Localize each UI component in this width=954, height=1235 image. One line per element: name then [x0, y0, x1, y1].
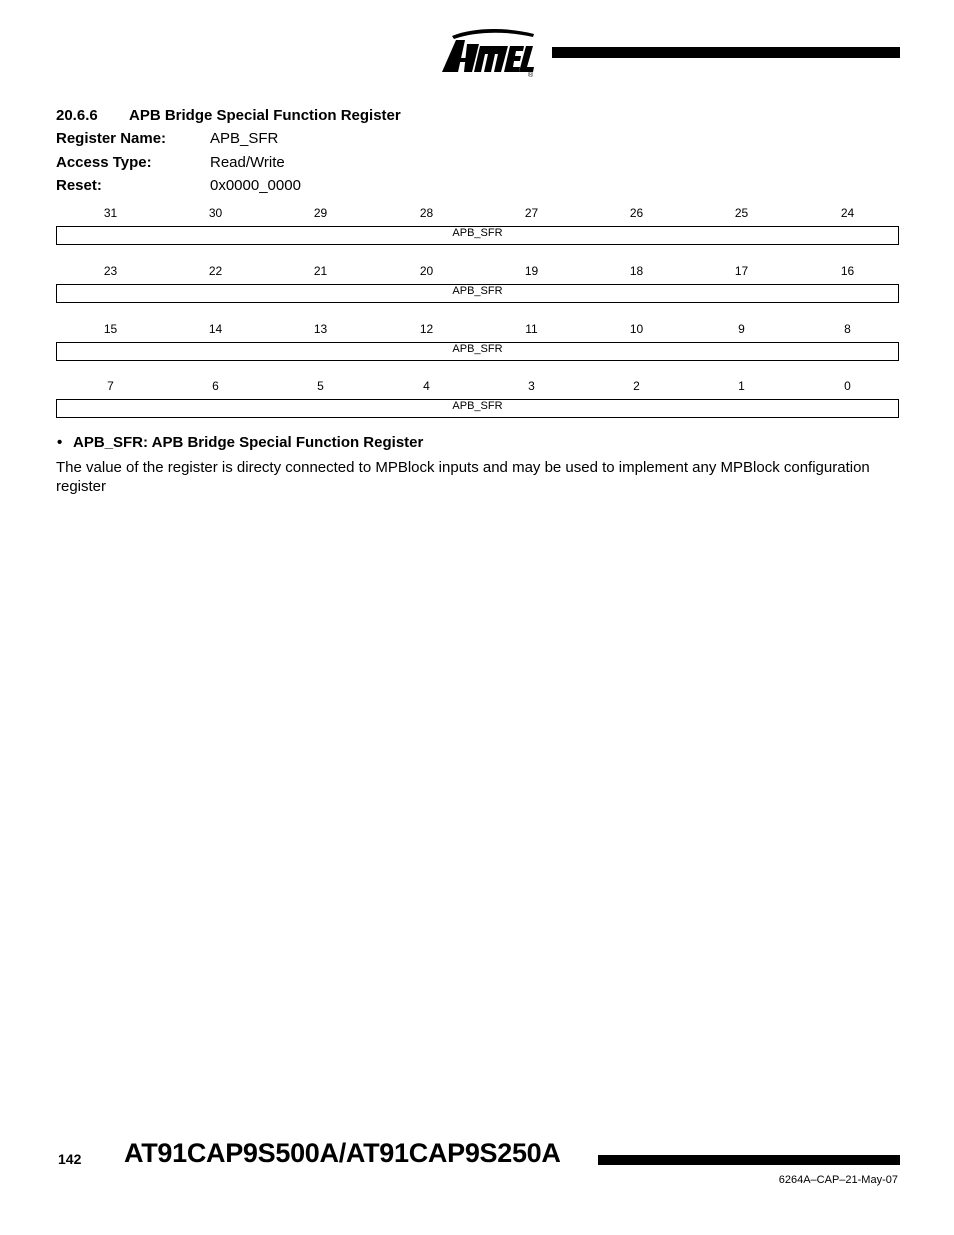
- bit-number: 12: [419, 322, 434, 336]
- bit-number: 23: [103, 264, 118, 278]
- field-heading-text: APB_SFR: APB Bridge Special Function Register: [73, 434, 424, 451]
- bit-number: 22: [208, 264, 223, 278]
- section-title: APB Bridge Special Function Register: [129, 107, 401, 124]
- section-heading: [56, 107, 401, 124]
- register-row: [56, 322, 899, 355]
- register-row: [56, 264, 899, 297]
- bit-number: 20: [419, 264, 434, 278]
- registered-mark: ®: [528, 72, 534, 78]
- bit-number: 1: [738, 379, 745, 393]
- document-code: 6264A–CAP–21-May-07: [778, 1174, 898, 1186]
- bit-numbers: [56, 264, 899, 280]
- bit-number: 17: [734, 264, 749, 278]
- meta-label: Reset:: [56, 177, 102, 194]
- bit-number: 16: [840, 264, 855, 278]
- bit-numbers: [56, 379, 899, 395]
- bit-number: 11: [525, 322, 538, 336]
- bit-number: 8: [844, 322, 851, 336]
- product-title: AT91CAP9S500A/AT91CAP9S250A: [124, 1138, 561, 1168]
- bit-number: 3: [528, 379, 535, 393]
- section-number: 20.6.6: [56, 107, 98, 124]
- atmel-logo-icon: [438, 28, 540, 78]
- field-description-heading: [57, 434, 423, 451]
- footer-rule: [598, 1155, 900, 1165]
- bit-number: 18: [629, 264, 644, 278]
- meta-value: Read/Write: [210, 154, 285, 171]
- register-row: [56, 206, 899, 239]
- meta-label: Register Name:: [56, 130, 167, 147]
- meta-label: Access Type:: [56, 154, 152, 171]
- bit-number: 28: [419, 206, 434, 220]
- bit-number: 9: [738, 322, 745, 336]
- register-field: APB_SFR: [56, 226, 899, 245]
- bit-number: 5: [317, 379, 324, 393]
- bit-number: 7: [107, 379, 114, 393]
- bit-numbers: [56, 206, 899, 222]
- bit-number: 14: [208, 322, 223, 336]
- bit-number: 21: [313, 264, 328, 278]
- bit-number: 0: [844, 379, 851, 393]
- bit-number: 25: [734, 206, 749, 220]
- bullet-icon: •: [57, 434, 63, 451]
- reset-row: [56, 177, 301, 194]
- bit-number: 29: [313, 206, 328, 220]
- register-field: APB_SFR: [56, 399, 899, 418]
- bit-number: 2: [633, 379, 640, 393]
- bit-number: 27: [524, 206, 539, 220]
- bit-number: 24: [840, 206, 855, 220]
- bit-number: 31: [103, 206, 118, 220]
- field-description-text: The value of the register is directy connected to MPBlock inputs and may be used to implement any MPBlock configuration register: [56, 459, 870, 495]
- access-type-row: [56, 154, 285, 171]
- bit-number: 4: [423, 379, 430, 393]
- meta-value: APB_SFR: [210, 130, 279, 147]
- bit-number: 15: [103, 322, 118, 336]
- bit-number: 30: [208, 206, 223, 220]
- register-row: [56, 379, 899, 412]
- register-field: APB_SFR: [56, 284, 899, 303]
- bit-number: 26: [629, 206, 644, 220]
- bit-number: 19: [524, 264, 539, 278]
- bit-number: 10: [629, 322, 644, 336]
- header-rule: [552, 47, 900, 58]
- register-field: APB_SFR: [56, 342, 899, 361]
- bit-numbers: [56, 322, 899, 338]
- bit-number: 13: [313, 322, 328, 336]
- bit-number: 6: [212, 379, 219, 393]
- register-name-row: [56, 130, 278, 147]
- meta-value: 0x0000_0000: [210, 177, 301, 194]
- atmel-logo: [438, 28, 540, 78]
- page-number: 142: [58, 1151, 82, 1167]
